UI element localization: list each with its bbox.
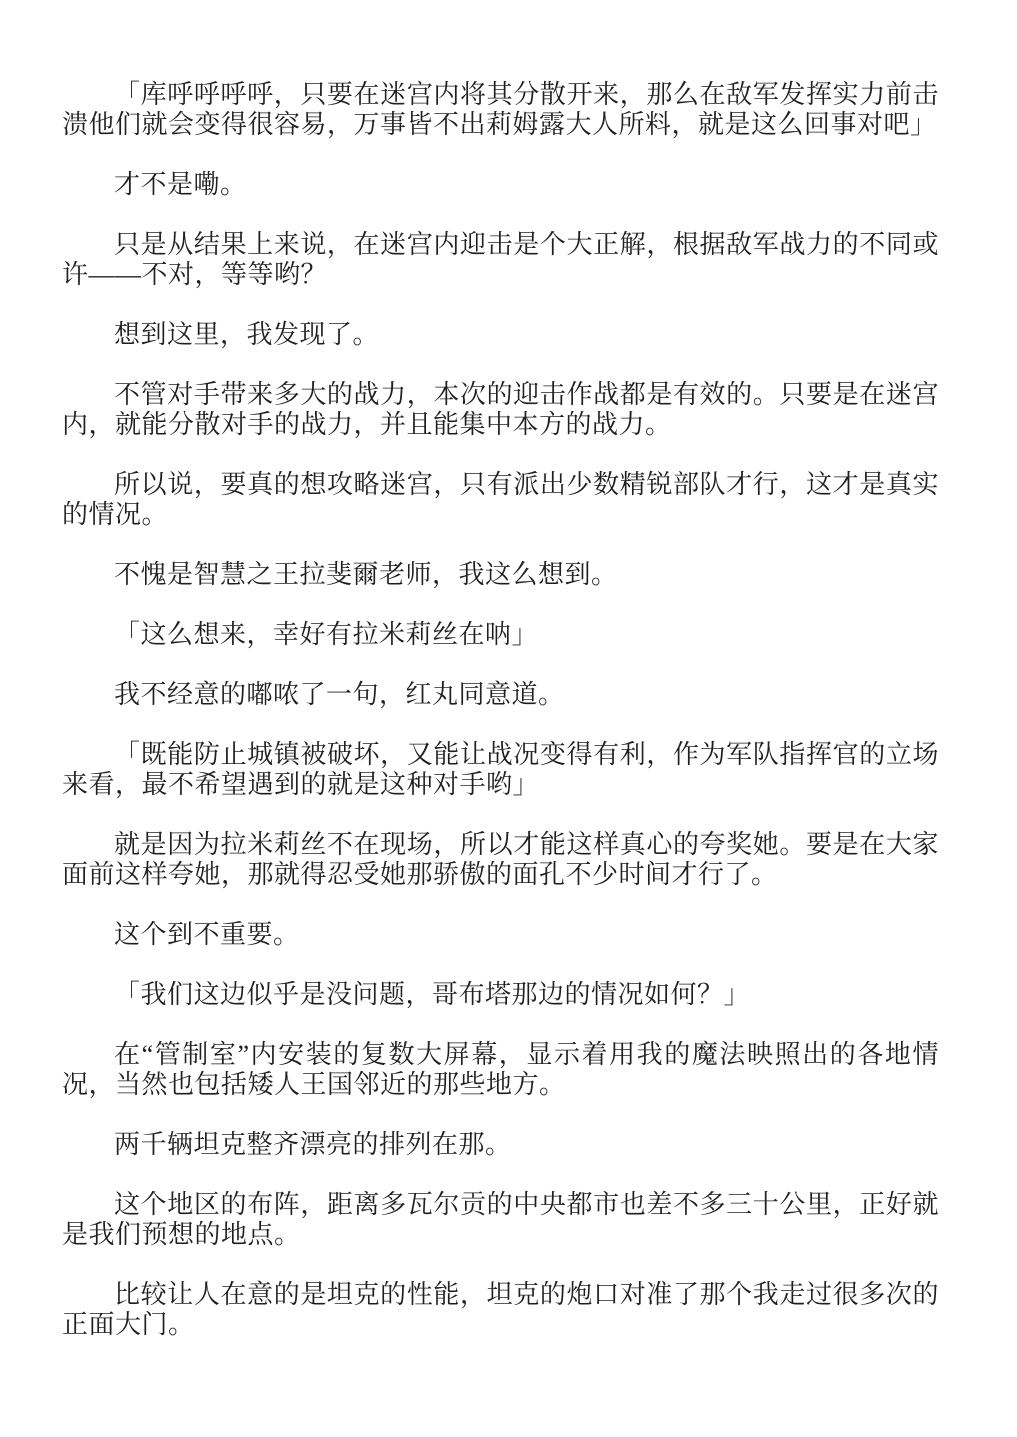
- paragraph: 「这么想来，幸好有拉米莉丝在呐」: [114, 620, 539, 649]
- paragraph: 「我们这边似乎是没问题，哥布塔那边的情况如何？」: [114, 980, 751, 1009]
- paragraph: 「既能防止城镇被破坏，又能让战况变得有利，作为军队指挥官的立场来看，最不希望遇到的就是这种对手哟」: [62, 740, 939, 799]
- paragraph: 才不是嘞。: [114, 170, 247, 199]
- paragraph: 这个到不重要。: [114, 920, 300, 949]
- paragraph: 就是因为拉米莉丝不在现场，所以才能这样真心的夸奖她。要是在大家面前这样夸她，那就得忍受她那骄傲的面孔不少时间才行了。: [62, 830, 939, 889]
- paragraph: 两千辆坦克整齐漂亮的排列在那。: [114, 1130, 512, 1159]
- paragraph: 只是从结果上来说，在迷宫内迎击是个大正解，根据敌军战力的不同或许——不对，等等哟？: [62, 230, 939, 289]
- paragraph: 在“管制室”内安装的复数大屏幕，显示着用我的魔法映照出的各地情况，当然也包括矮人王国邻近的那些地方。: [62, 1040, 939, 1099]
- paragraph: 这个地区的布阵，距离多瓦尔贡的中央都市也差不多三十公里，正好就是我们预想的地点。: [62, 1190, 939, 1249]
- paragraph: 比较让人在意的是坦克的性能，坦克的炮口对准了那个我走过很多次的正面大门。: [62, 1280, 939, 1339]
- paragraph: 不愧是智慧之王拉斐爾老师，我这么想到。: [114, 560, 618, 589]
- paragraph: 我不经意的嘟哝了一句，红丸同意道。: [114, 680, 565, 709]
- paragraph: 想到这里，我发现了。: [114, 320, 380, 349]
- paragraph: 不管对手带来多大的战力，本次的迎击作战都是有效的。只要是在迷宫内，就能分散对手的战力，并且能集中本方的战力。: [62, 380, 939, 439]
- paragraph: 所以说，要真的想攻略迷宫，只有派出少数精锐部队才行，这才是真实的情况。: [62, 470, 939, 529]
- paragraph: 「库呼呼呼呼，只要在迷宫内将其分散开来，那么在敌军发挥实力前击溃他们就会变得很容易，万事皆不出莉姆露大人所料，就是这么回事对吧」: [62, 80, 939, 139]
